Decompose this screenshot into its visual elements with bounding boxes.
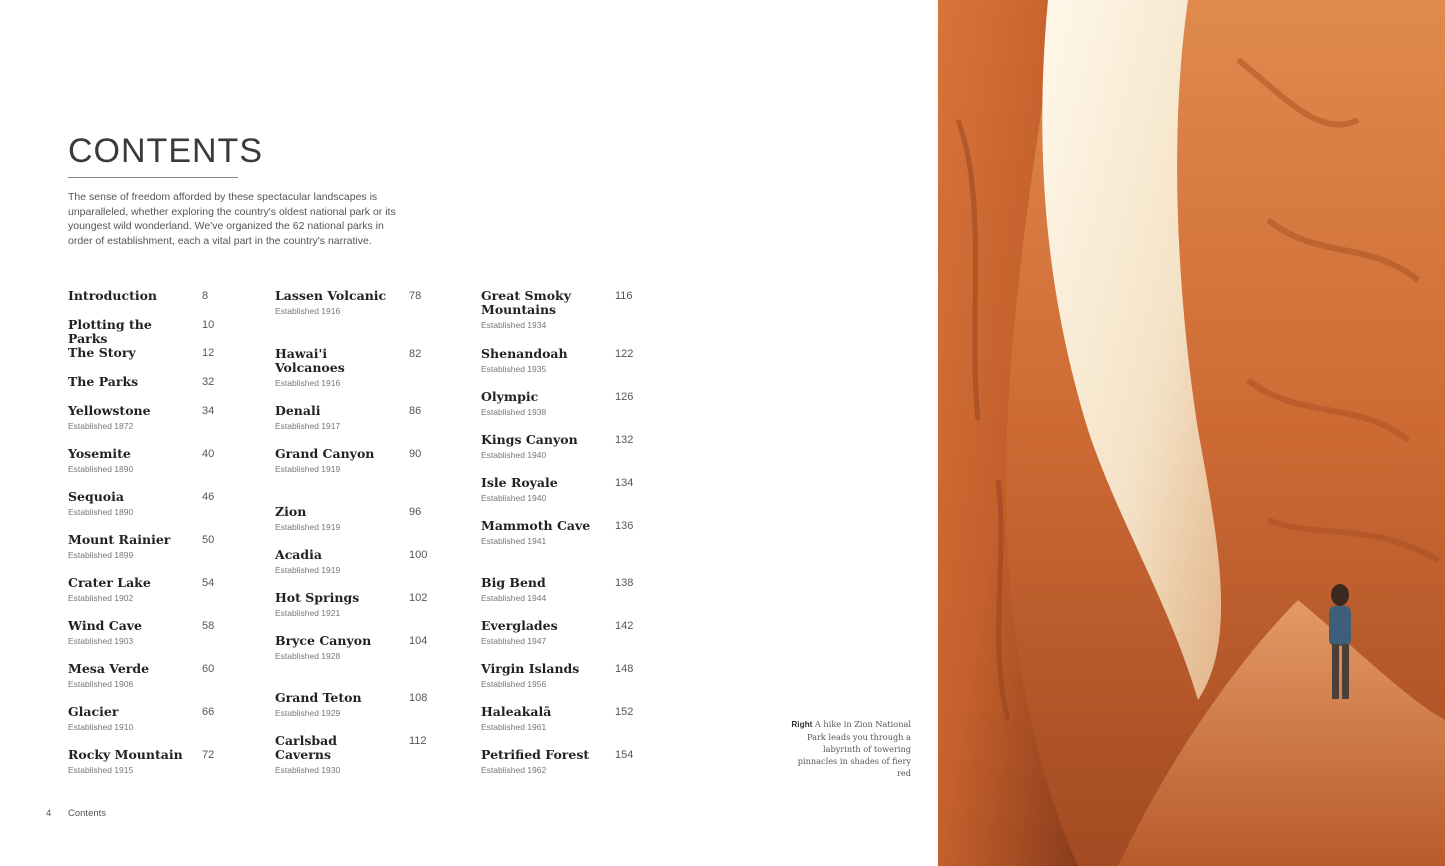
entry-page-number: 122 (615, 347, 634, 360)
contents-entry[interactable] (68, 375, 258, 389)
photo-caption (790, 718, 911, 779)
entry-established: Established 1940 (481, 449, 547, 460)
entry-title: Grand Canyon (275, 446, 375, 461)
contents-entry[interactable] (68, 705, 258, 732)
entry-page-number: 152 (615, 706, 634, 718)
entry-title: Introduction (68, 288, 158, 303)
entry-title: Mount Rainier (68, 531, 171, 547)
entry-established: Established 1961 (481, 722, 547, 732)
entry-title: Crater Lake (68, 574, 151, 590)
entry-page-number: 96 (409, 505, 422, 518)
contents-entry[interactable] (481, 576, 671, 603)
contents-entry[interactable] (275, 289, 465, 316)
entry-page-number: 134 (615, 476, 634, 489)
entry-established: Established 1944 (481, 593, 547, 603)
entry-title: Glacier (68, 703, 119, 719)
contents-entry[interactable] (481, 347, 671, 374)
contents-entry[interactable] (481, 476, 671, 503)
contents-entry[interactable] (481, 662, 671, 689)
entry-title: Kings Canyon (481, 431, 578, 447)
entry-established: Established 1902 (68, 592, 134, 603)
entry-title: Bryce Canyon (275, 632, 372, 648)
contents-entry[interactable] (275, 404, 465, 431)
contents-entry[interactable] (68, 619, 258, 646)
entry-established: Established 1917 (275, 421, 341, 431)
entry-page-number: 12 (202, 347, 215, 360)
zion-slot-canyon-illustration (938, 0, 1445, 866)
entry-established: Established 1915 (68, 764, 134, 775)
contents-entry[interactable] (68, 346, 258, 360)
entry-established: Established 1919 (275, 464, 341, 474)
folio-page-number: 4 (46, 808, 52, 819)
canyon-photo (938, 0, 1445, 866)
entry-established: Established 1935 (481, 363, 547, 374)
entry-page-number: 50 (202, 533, 215, 546)
entry-established: Established 1890 (68, 506, 134, 517)
entry-title: Yosemite (68, 445, 131, 461)
entry-established: Established 1940 (481, 492, 547, 503)
entry-title: Hawai'i Volcanoes (275, 345, 345, 375)
entry-page-number: 40 (202, 447, 215, 460)
contents-entry[interactable] (481, 748, 671, 775)
contents-entry[interactable] (68, 748, 258, 775)
entry-established: Established 1910 (68, 721, 134, 732)
entry-title: Plotting the Parks (68, 316, 152, 346)
entry-established: Established 1872 (68, 420, 134, 431)
entry-title: Carlsbad Caverns (275, 733, 337, 762)
entry-established: Established 1916 (275, 306, 341, 316)
entry-established: Established 1956 (481, 679, 547, 689)
entry-page-number: 112 (409, 735, 427, 747)
entry-title: Petrified Forest (481, 747, 590, 762)
entry-title: Sequoia (68, 488, 124, 504)
entry-page-number: 54 (202, 576, 215, 589)
contents-entry[interactable] (68, 576, 258, 603)
entry-page-number: 82 (409, 347, 422, 360)
entry-title: Big Bend (481, 575, 546, 590)
entry-title: The Parks (68, 374, 139, 390)
entry-established: Established 1906 (68, 678, 134, 689)
entry-title: Acadia (275, 546, 322, 562)
page-title: CONTENTS (68, 132, 263, 170)
intro-paragraph: The sense of freedom afforded by these spectacular landscapes is unparalleled, whether exploring the country's oldest national park or its youngest wild wonderland. We've organized the 62 national parks in order of establishment, each a vital part in the country's narrative. (68, 191, 396, 247)
entry-title: Isle Royale (481, 474, 558, 490)
entry-title: Mammoth Cave (481, 517, 591, 533)
entry-page-number: 86 (409, 405, 422, 417)
entry-title: Yellowstone (68, 402, 151, 418)
entry-title: Mesa Verde (68, 660, 150, 676)
entry-title: Zion (275, 503, 307, 519)
entry-title: Denali (275, 403, 321, 418)
contents-entry[interactable] (275, 447, 465, 474)
entry-page-number: 58 (202, 619, 215, 632)
title-underline (68, 177, 238, 178)
entry-page-number: 34 (202, 404, 215, 417)
entry-established: Established 1921 (275, 607, 341, 618)
folio-section-label: Contents (68, 808, 107, 819)
entry-page-number: 142 (615, 620, 634, 632)
entry-page-number: 126 (615, 390, 634, 403)
entry-established: Established 1919 (275, 521, 341, 532)
entry-established: Established 1947 (481, 636, 547, 646)
contents-entry[interactable] (275, 347, 465, 388)
entry-title: Everglades (481, 618, 558, 633)
entry-page-number: 8 (202, 290, 209, 302)
entry-page-number: 108 (409, 692, 428, 704)
entry-established: Established 1916 (275, 377, 341, 388)
entry-established: Established 1928 (275, 650, 341, 661)
contents-entry[interactable] (68, 662, 258, 689)
entry-page-number: 100 (409, 548, 428, 561)
entry-page-number: 154 (615, 749, 634, 761)
entry-page-number: 78 (409, 290, 422, 302)
entry-title: Olympic (481, 388, 539, 404)
entry-established: Established 1962 (481, 765, 547, 775)
entry-page-number: 104 (409, 634, 428, 647)
entry-title: Haleakalā (481, 704, 552, 719)
contents-entry[interactable] (481, 705, 671, 732)
contents-entry[interactable] (481, 519, 671, 546)
entry-established: Established 1899 (68, 549, 134, 560)
contents-entry[interactable] (481, 433, 671, 460)
entry-established: Established 1890 (68, 463, 134, 474)
caption-label: Right (791, 720, 813, 729)
entry-established: Established 1919 (275, 564, 341, 575)
entry-page-number: 136 (615, 519, 634, 532)
entry-established: Established 1941 (481, 535, 547, 546)
entry-established: Established 1903 (68, 635, 134, 646)
contents-entry[interactable] (68, 404, 258, 431)
entry-established: Established 1929 (275, 708, 341, 718)
entry-page-number: 132 (615, 433, 634, 446)
entry-established: Established 1938 (481, 406, 547, 417)
entry-page-number: 32 (202, 376, 215, 389)
entry-page-number: 60 (202, 662, 215, 675)
contents-entry[interactable] (481, 390, 671, 417)
entry-title: Grand Teton (275, 690, 362, 705)
caption-text: A hike in Zion National Park leads you through a labyrinth of towering pinnacles in shades of fiery red (797, 719, 911, 778)
entry-page-number: 148 (615, 663, 634, 675)
entry-title: Hot Springs (275, 589, 360, 605)
entry-page-number: 10 (202, 318, 215, 331)
contents-entry[interactable] (68, 533, 258, 560)
entry-title: Virgin Islands (481, 661, 580, 676)
entry-page-number: 102 (409, 591, 428, 604)
contents-entry[interactable] (68, 289, 258, 303)
entry-page-number: 72 (202, 748, 215, 761)
entry-title: Wind Cave (68, 617, 143, 633)
contents-entry[interactable] (68, 490, 258, 517)
contents-entry[interactable] (275, 548, 465, 575)
contents-entry[interactable] (68, 318, 258, 346)
entry-established: Established 1934 (481, 320, 547, 330)
entry-title: Lassen Volcanic (275, 288, 387, 303)
entry-page-number: 66 (202, 705, 215, 718)
contents-entry[interactable] (275, 634, 465, 661)
contents-entry[interactable] (481, 619, 671, 646)
entry-title: Great Smoky Mountains (481, 288, 571, 317)
entry-title: Rocky Mountain (68, 746, 183, 762)
entry-page-number: 46 (202, 490, 215, 503)
entry-title: Shenandoah (481, 345, 568, 361)
entry-page-number: 116 (615, 290, 633, 302)
entry-page-number: 90 (409, 448, 422, 460)
contents-entry[interactable] (275, 505, 465, 532)
contents-entry[interactable] (275, 734, 465, 775)
contents-entry[interactable] (275, 591, 465, 618)
entry-title: The Story (68, 345, 136, 361)
contents-entry[interactable] (275, 691, 465, 718)
contents-entry[interactable] (68, 447, 258, 474)
contents-entry[interactable] (481, 289, 671, 330)
entry-page-number: 138 (615, 577, 634, 589)
entry-established: Established 1930 (275, 765, 341, 775)
